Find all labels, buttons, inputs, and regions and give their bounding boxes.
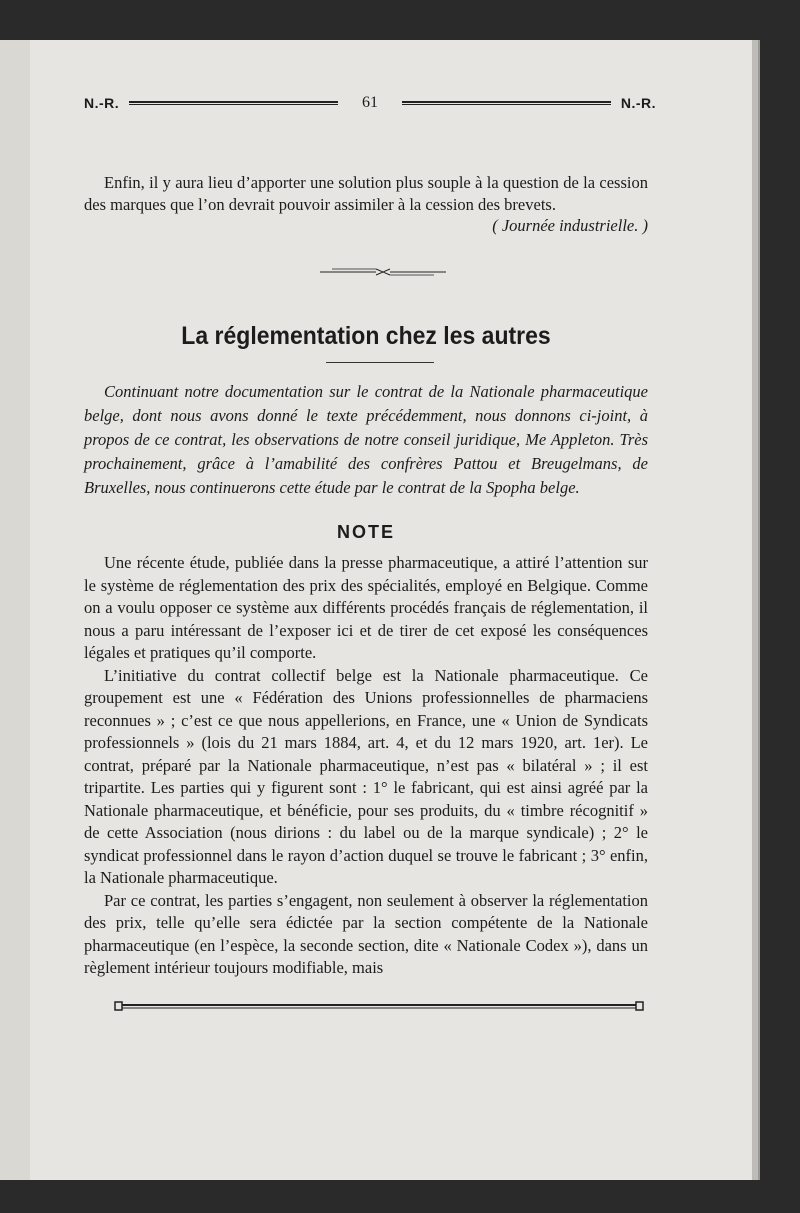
header-right-label: N.-R. — [620, 95, 656, 111]
header-left-label: N.-R. — [84, 95, 120, 111]
facing-page-edge — [0, 40, 32, 1180]
ornament-divider — [318, 266, 448, 278]
article-title: La réglementation chez les autres — [181, 322, 551, 350]
running-header — [84, 93, 656, 113]
body-paragraph-3: Par ce contrat, les parties s’engagent, non seulement à observer la réglementation des prix, telle qu’elle sera édictée par la section compétente de la Nationale pharmaceutique (en l’espèce, la seconde section, dite « Nationale Codex »), dans un règlement intérieur toujours modifiable, mais — [84, 890, 648, 977]
footer-rule — [114, 1000, 644, 1012]
intro-paragraph: Continuant notre documentation sur le contrat de la Nationale pharmaceutique belge, dont nous avons donné le texte précédemment, nous donnons ci-joint, à propos de ce contrat, les observations de notre conseil juridique, Me Appleton. Très prochainement, grâce à l’amabilité des confrères Pattou et Breugelmans, de Bruxelles, nous continuerons cette étude par le contrat de la Spopha belge. — [84, 382, 648, 497]
page-number: 61 — [362, 94, 378, 111]
top-paragraph: Enfin, il y aura lieu d’apporter une solution plus souple à la question de la cession des marques que l’on devrait pouvoir assimiler à la cession des brevets. — [84, 173, 648, 214]
source-citation: ( Journée industrielle. ) — [492, 216, 648, 235]
top-text-block — [84, 172, 648, 237]
note-heading: NOTE — [336, 522, 395, 542]
header-rule-right — [402, 101, 611, 105]
intro-paragraph-block — [84, 380, 648, 500]
title-underline — [326, 362, 434, 363]
body-paragraph-2: L’initiative du contrat collectif belge est la Nationale pharmaceutique. Ce groupement est une « Fédération des Unions professionnelles de pharmaciens reconnues » ; c’est ce que nous appellerions, en France, une « Union de Syndicats professionnels » (lois du 21 mars 1884, art. 4, et du 12 mars 1920, art. 1er). Le contrat, préparé par la Nationale pharmaceutique, n’est pas « bilatéral » ; il est tripartite. Les parties qui y figurent sont : 1° le fabricant, qui est ainsi agréé par la Nationale pharmaceutique, et bénéficie, pour ses produits, du « timbre récognitif » de cette Association (nous dirions : du label ou de la marque syndicale) ; 2° le syndicat professionnel dans le rayon d’action duquel se trouve le fabricant ; 3° enfin, la Nationale pharmaceutique. — [84, 665, 648, 887]
header-rule-left — [129, 101, 338, 105]
body-paragraph-1: Une récente étude, publiée dans la presse pharmaceutique, a attiré l’attention sur le système de réglementation des prix des spécialités, employé en Belgique. Comme on a voulu opposer ce système aux différents procédés français de réglementation, il nous a paru intéressant de l’exposer ici et de tirer de cet exposé les conséquences légales et pratiques qu’il comporte. — [84, 553, 648, 662]
body-text-block — [84, 552, 648, 980]
